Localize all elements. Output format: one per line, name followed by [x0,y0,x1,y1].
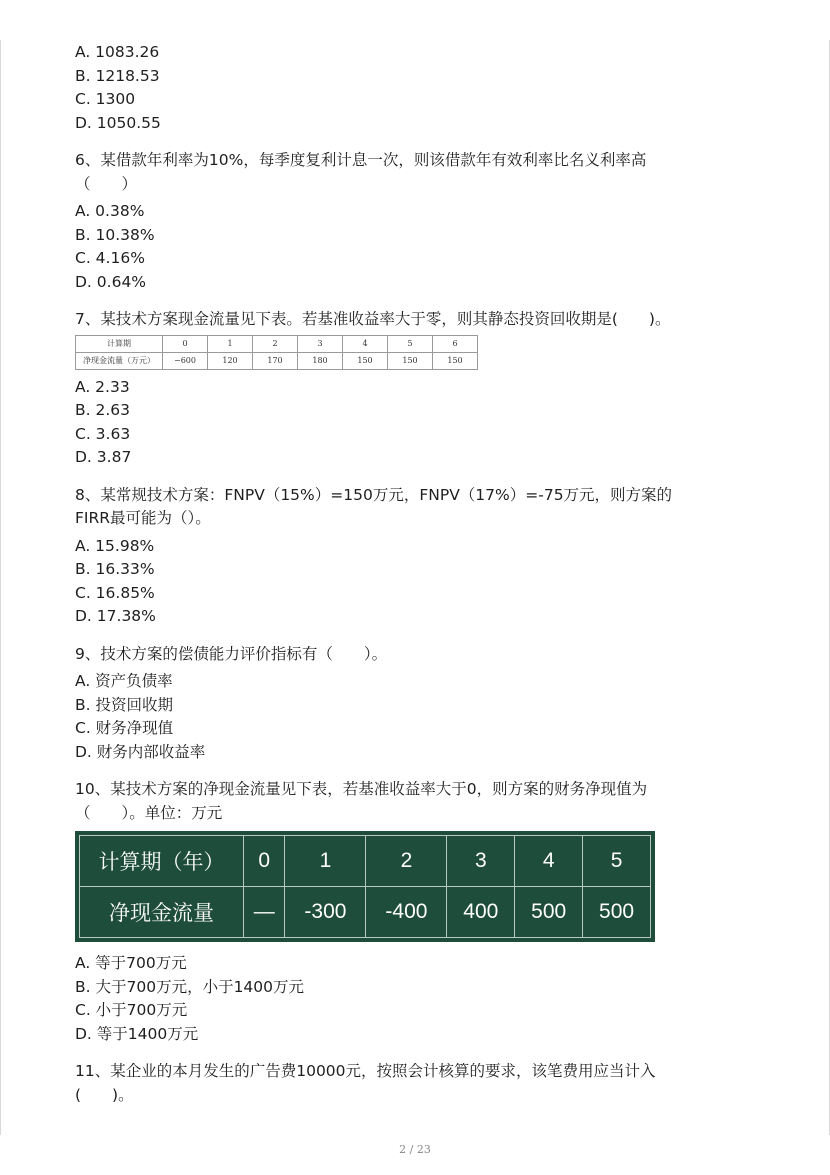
question-7 [75,308,755,470]
table-cell: 2 [366,836,447,887]
q8-option-a: A. 15.98% [75,536,155,555]
q10-table-frame [75,831,655,942]
q7-table-row-cashflow [76,352,478,369]
table-cell: -400 [366,887,447,938]
question-6 [75,149,755,294]
table-cell: 2 [253,335,298,352]
table-cell: 170 [253,352,298,369]
q8-option-b: B. 16.33% [75,560,155,578]
q6-option-d: D. 0.64% [75,272,147,291]
q5-option-a: A. 1083.26 [75,43,160,61]
table-cell: 500 [515,887,583,938]
q5-option-b: B. 1218.53 [75,66,160,85]
table-cell: 5 [388,335,433,352]
q6-option-c: C. 4.16% [75,249,145,267]
table-cell: 120 [208,352,253,369]
q8-stem: 8、某常规技术方案：FNPV（15%）=150万元，FNPV（17%）=-75万元，则方案的 [75,485,673,504]
q7-option-d: D. 3.87 [75,448,132,466]
q9-option-a: A. 资产负债率 [75,672,173,690]
page-edge-left [0,40,1,1135]
q9-option-c: C. 财务净现值 [75,719,174,737]
q10-option-d: D. 等于1400万元 [75,1024,199,1043]
q10-cashflow-table [79,835,651,938]
question-10 [75,778,755,1046]
table-cell: 1 [208,335,253,352]
table-cell: 150 [388,352,433,369]
table-cell: 0 [163,335,208,352]
table-cell: 500 [583,887,651,938]
q6-stem-line2: （ ） [75,174,138,193]
q7-cashflow-table [75,335,478,370]
question-11 [75,1060,755,1107]
table-cell: 0 [244,836,285,887]
q8-option-c: C. 16.85% [75,583,155,602]
table-cell: 3 [447,836,515,887]
q6-option-b: B. 10.38% [75,225,155,244]
q7-table-row-period [76,335,478,352]
table-cell: 3 [298,335,343,352]
q10-option-a: A. 等于700万元 [75,954,187,972]
q7-option-b: B. 2.63 [75,401,130,419]
document-content [75,41,755,1107]
table-cell: 净现金流量（万元） [76,352,163,369]
q8-option-d: D. 17.38% [75,607,156,625]
question-8 [75,484,755,629]
table-cell: 4 [343,335,388,352]
page-number: 2 / 23 [399,1143,431,1156]
q10-table-row-cashflow [80,887,651,938]
q10-table-row-period [80,836,651,887]
question-9 [75,643,755,765]
q5-option-c: C. 1300 [75,90,136,108]
table-cell: 400 [447,887,515,938]
q10-stem: 10、某技术方案的净现金流量见下表，若基准收益率大于0，则方案的财务净现值为 [75,780,648,798]
q7-option-c: C. 3.63 [75,424,131,443]
q5-option-d: D. 1050.55 [75,113,161,132]
table-cell: 计算期（年） [80,836,244,887]
table-cell: 1 [285,836,366,887]
q9-option-b: B. 投资回收期 [75,695,173,714]
q6-stem: 6、某借款年利率为10%，每季度复利计息一次，则该借款年有效利率比名义利率高 [75,151,647,169]
table-cell: 4 [515,836,583,887]
table-cell: 180 [298,352,343,369]
q10-stem-line2: （ ）。单位：万元 [75,803,223,822]
q11-stem-line2: ( )。 [75,1085,134,1104]
table-cell: -300 [285,887,366,938]
q9-stem: 9、技术方案的偿债能力评价指标有（ ）。 [75,644,388,663]
table-cell: 6 [433,335,478,352]
q7-stem: 7、某技术方案现金流量见下表。若基准收益率大于零，则其静态投资回收期是( )。 [75,310,671,328]
q7-option-a: A. 2.33 [75,377,130,396]
q9-option-d: D. 财务内部收益率 [75,742,206,761]
table-cell: 净现金流量 [80,887,244,938]
table-cell: 计算期 [76,335,163,352]
q10-option-b: B. 大于700万元，小于1400万元 [75,977,305,996]
table-cell: — [244,887,285,938]
q10-option-c: C. 小于700万元 [75,1001,188,1019]
table-cell: 150 [343,352,388,369]
table-cell: 5 [583,836,651,887]
table-cell: −600 [163,352,208,369]
q8-stem-line2: FIRR最可能为（）。 [75,509,211,527]
q11-stem: 11、某企业的本月发生的广告费10000元，按照会计核算的要求，该笔费用应当计入 [75,1062,656,1080]
table-cell: 150 [433,352,478,369]
q5-options [75,41,755,135]
q6-option-a: A. 0.38% [75,202,145,220]
